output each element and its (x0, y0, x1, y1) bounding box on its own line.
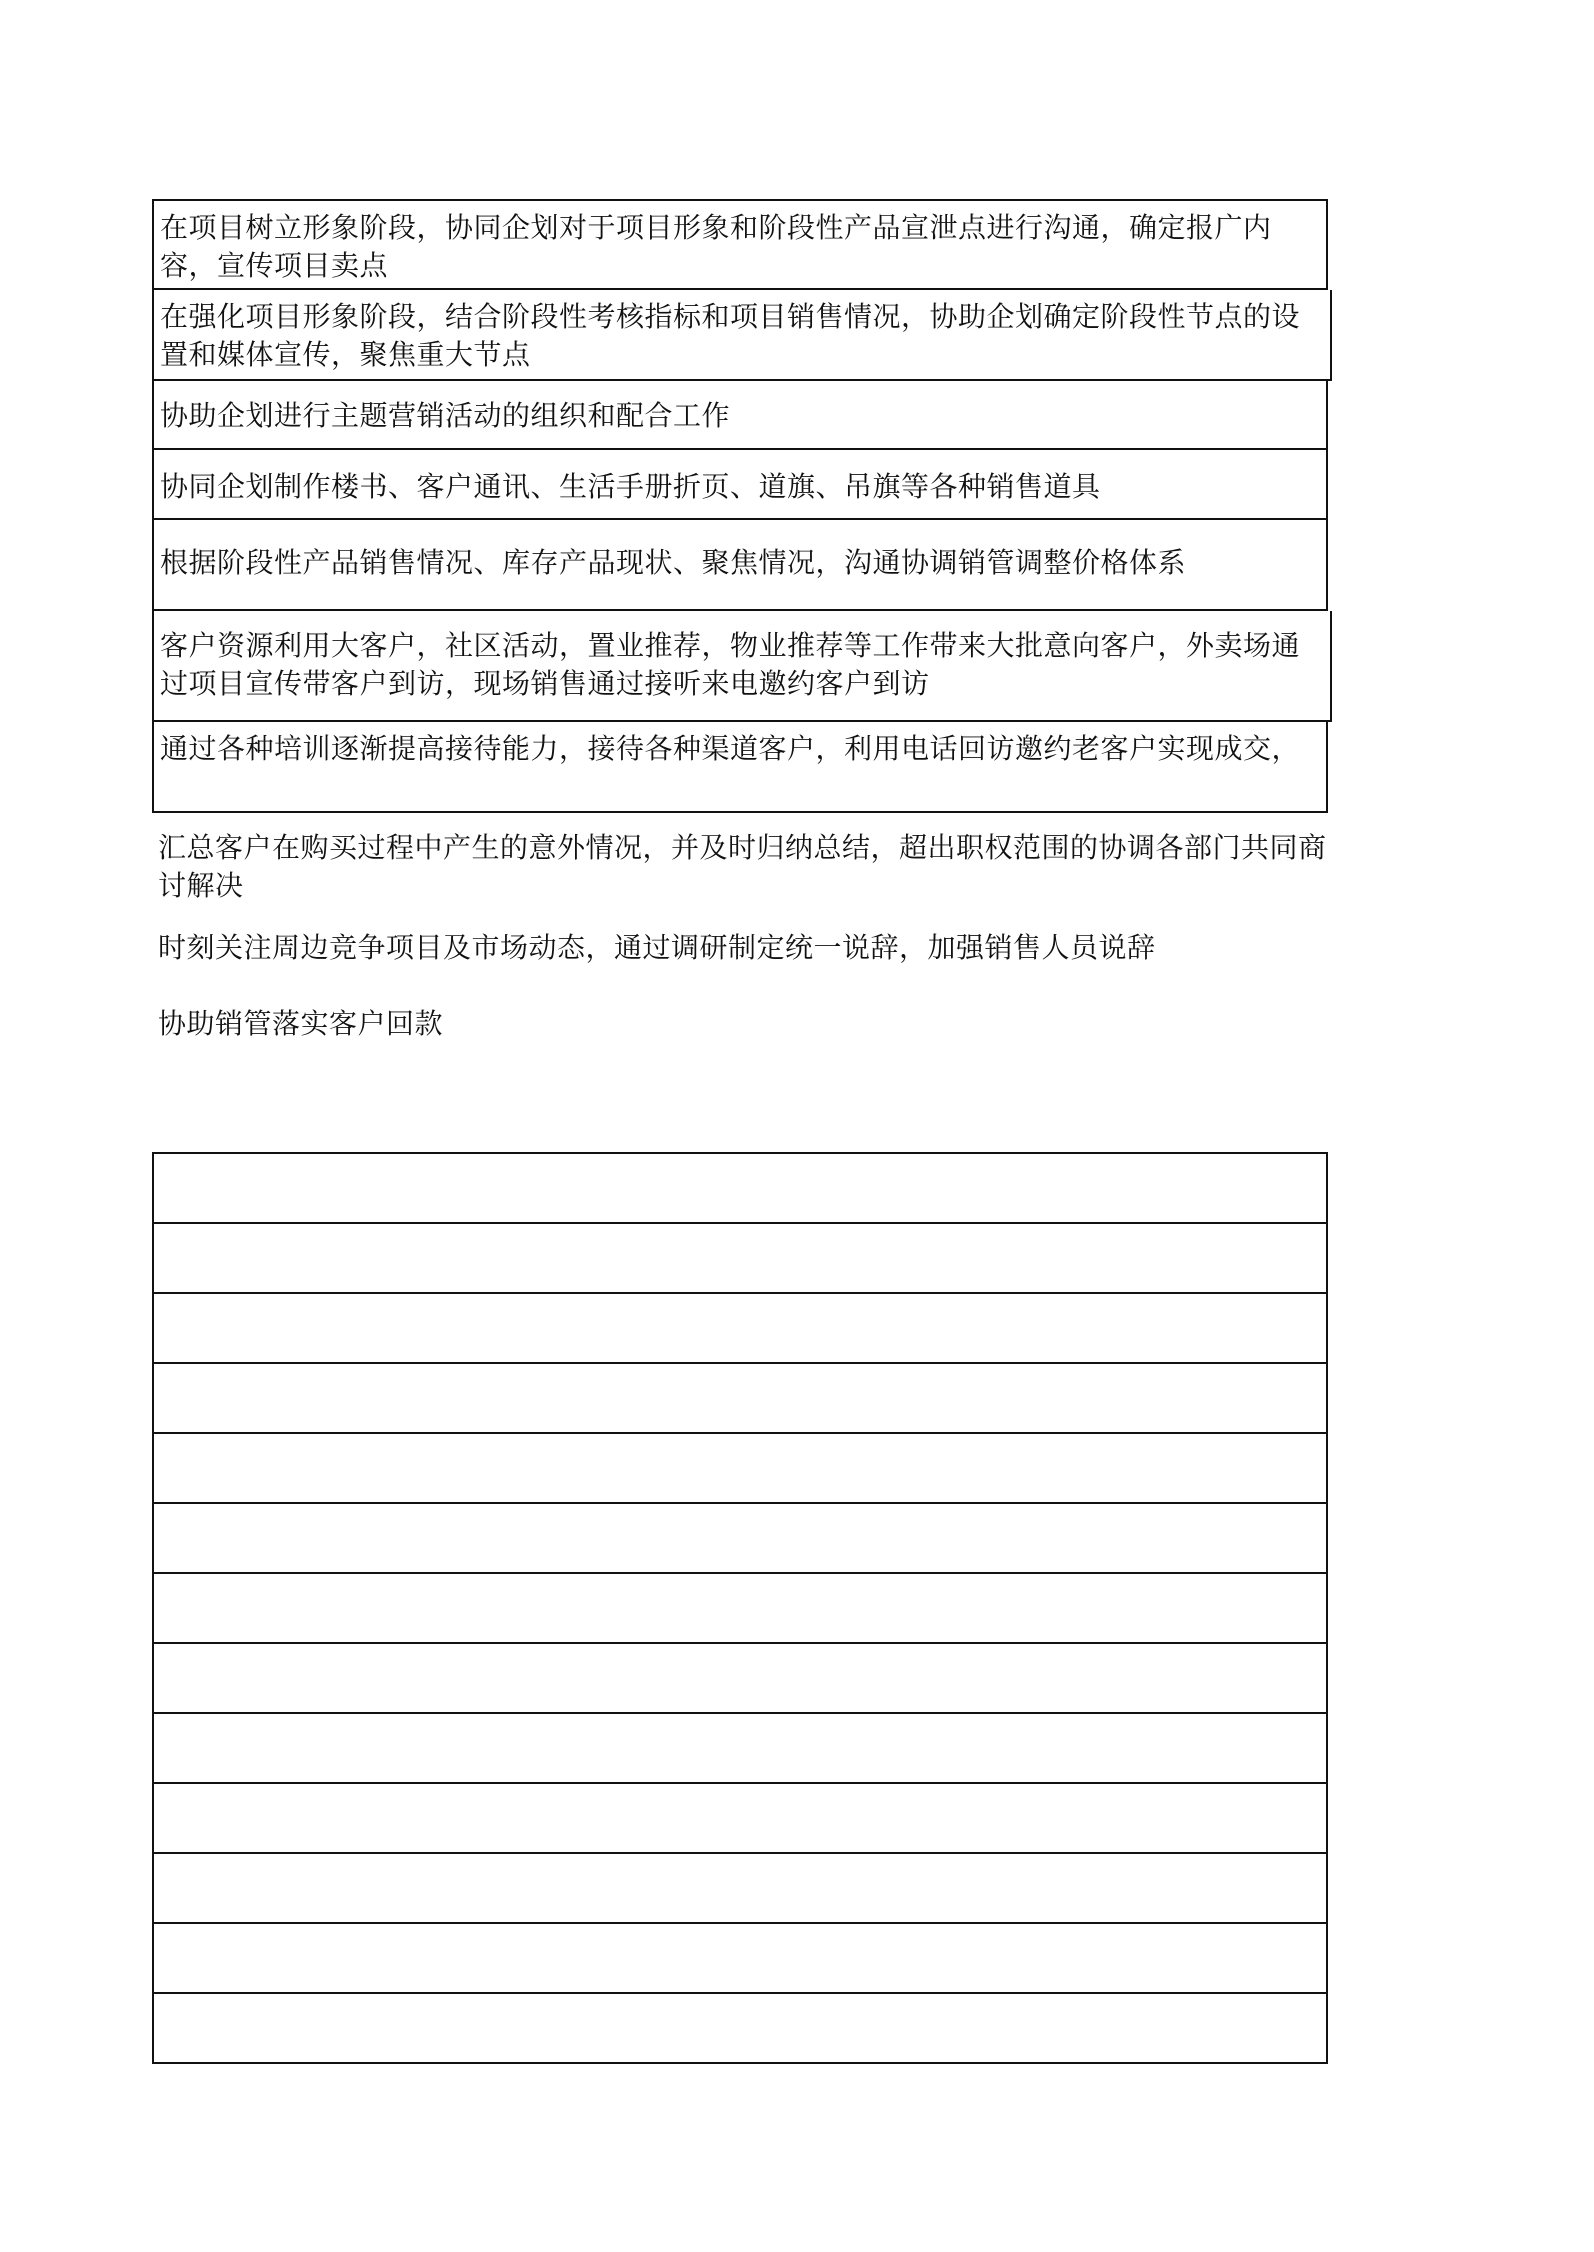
blank-table-row (154, 1364, 1326, 1434)
task-row: 在强化项目形象阶段，结合阶段性考核指标和项目销售情况，协助企划确定阶段性节点的设置和媒体宣传，聚焦重大节点 (152, 290, 1332, 381)
task-table (152, 199, 1328, 813)
task-row: 通过各种培训逐渐提高接待能力，接待各种渠道客户，利用电话回访邀约老客户实现成交， (152, 722, 1328, 813)
blank-table-row (154, 1224, 1326, 1294)
blank-table-row (154, 1924, 1326, 1994)
blank-table-row (154, 1574, 1326, 1644)
task-row: 协同企划制作楼书、客户通讯、生活手册折页、道旗、吊旗等各种销售道具 (152, 450, 1328, 520)
blank-table-row (154, 1504, 1326, 1574)
task-row: 客户资源利用大客户，社区活动，置业推荐，物业推荐等工作带来大批意向客户，外卖场通过项目宣传带客户到访，现场销售通过接听来电邀约客户到访 (152, 611, 1332, 722)
plain-text-list (158, 829, 1328, 1043)
list-item: 协助销管落实客户回款 (158, 1007, 444, 1040)
task-row: 在项目树立形象阶段，协同企划对于项目形象和阶段性产品宣泄点进行沟通，确定报广内容，宣传项目卖点 (152, 199, 1328, 290)
blank-table-row (154, 1294, 1326, 1364)
task-row: 协助企划进行主题营销活动的组织和配合工作 (152, 381, 1328, 450)
blank-table-row (154, 1434, 1326, 1504)
blank-table-row (154, 1714, 1326, 1784)
blank-table-row (154, 1154, 1326, 1224)
blank-table-row (154, 1784, 1326, 1854)
blank-table (152, 1152, 1328, 2064)
blank-table-row (154, 1644, 1326, 1714)
blank-table-row (154, 1994, 1326, 2062)
list-item: 汇总客户在购买过程中产生的意外情况，并及时归纳总结，超出职权范围的协调各部门共同商讨解决 (158, 831, 1327, 902)
task-row: 根据阶段性产品销售情况、库存产品现状、聚焦情况，沟通协调销管调整价格体系 (152, 520, 1328, 611)
list-item: 时刻关注周边竞争项目及市场动态，通过调研制定统一说辞，加强销售人员说辞 (158, 931, 1156, 964)
blank-table-row (154, 1854, 1326, 1924)
